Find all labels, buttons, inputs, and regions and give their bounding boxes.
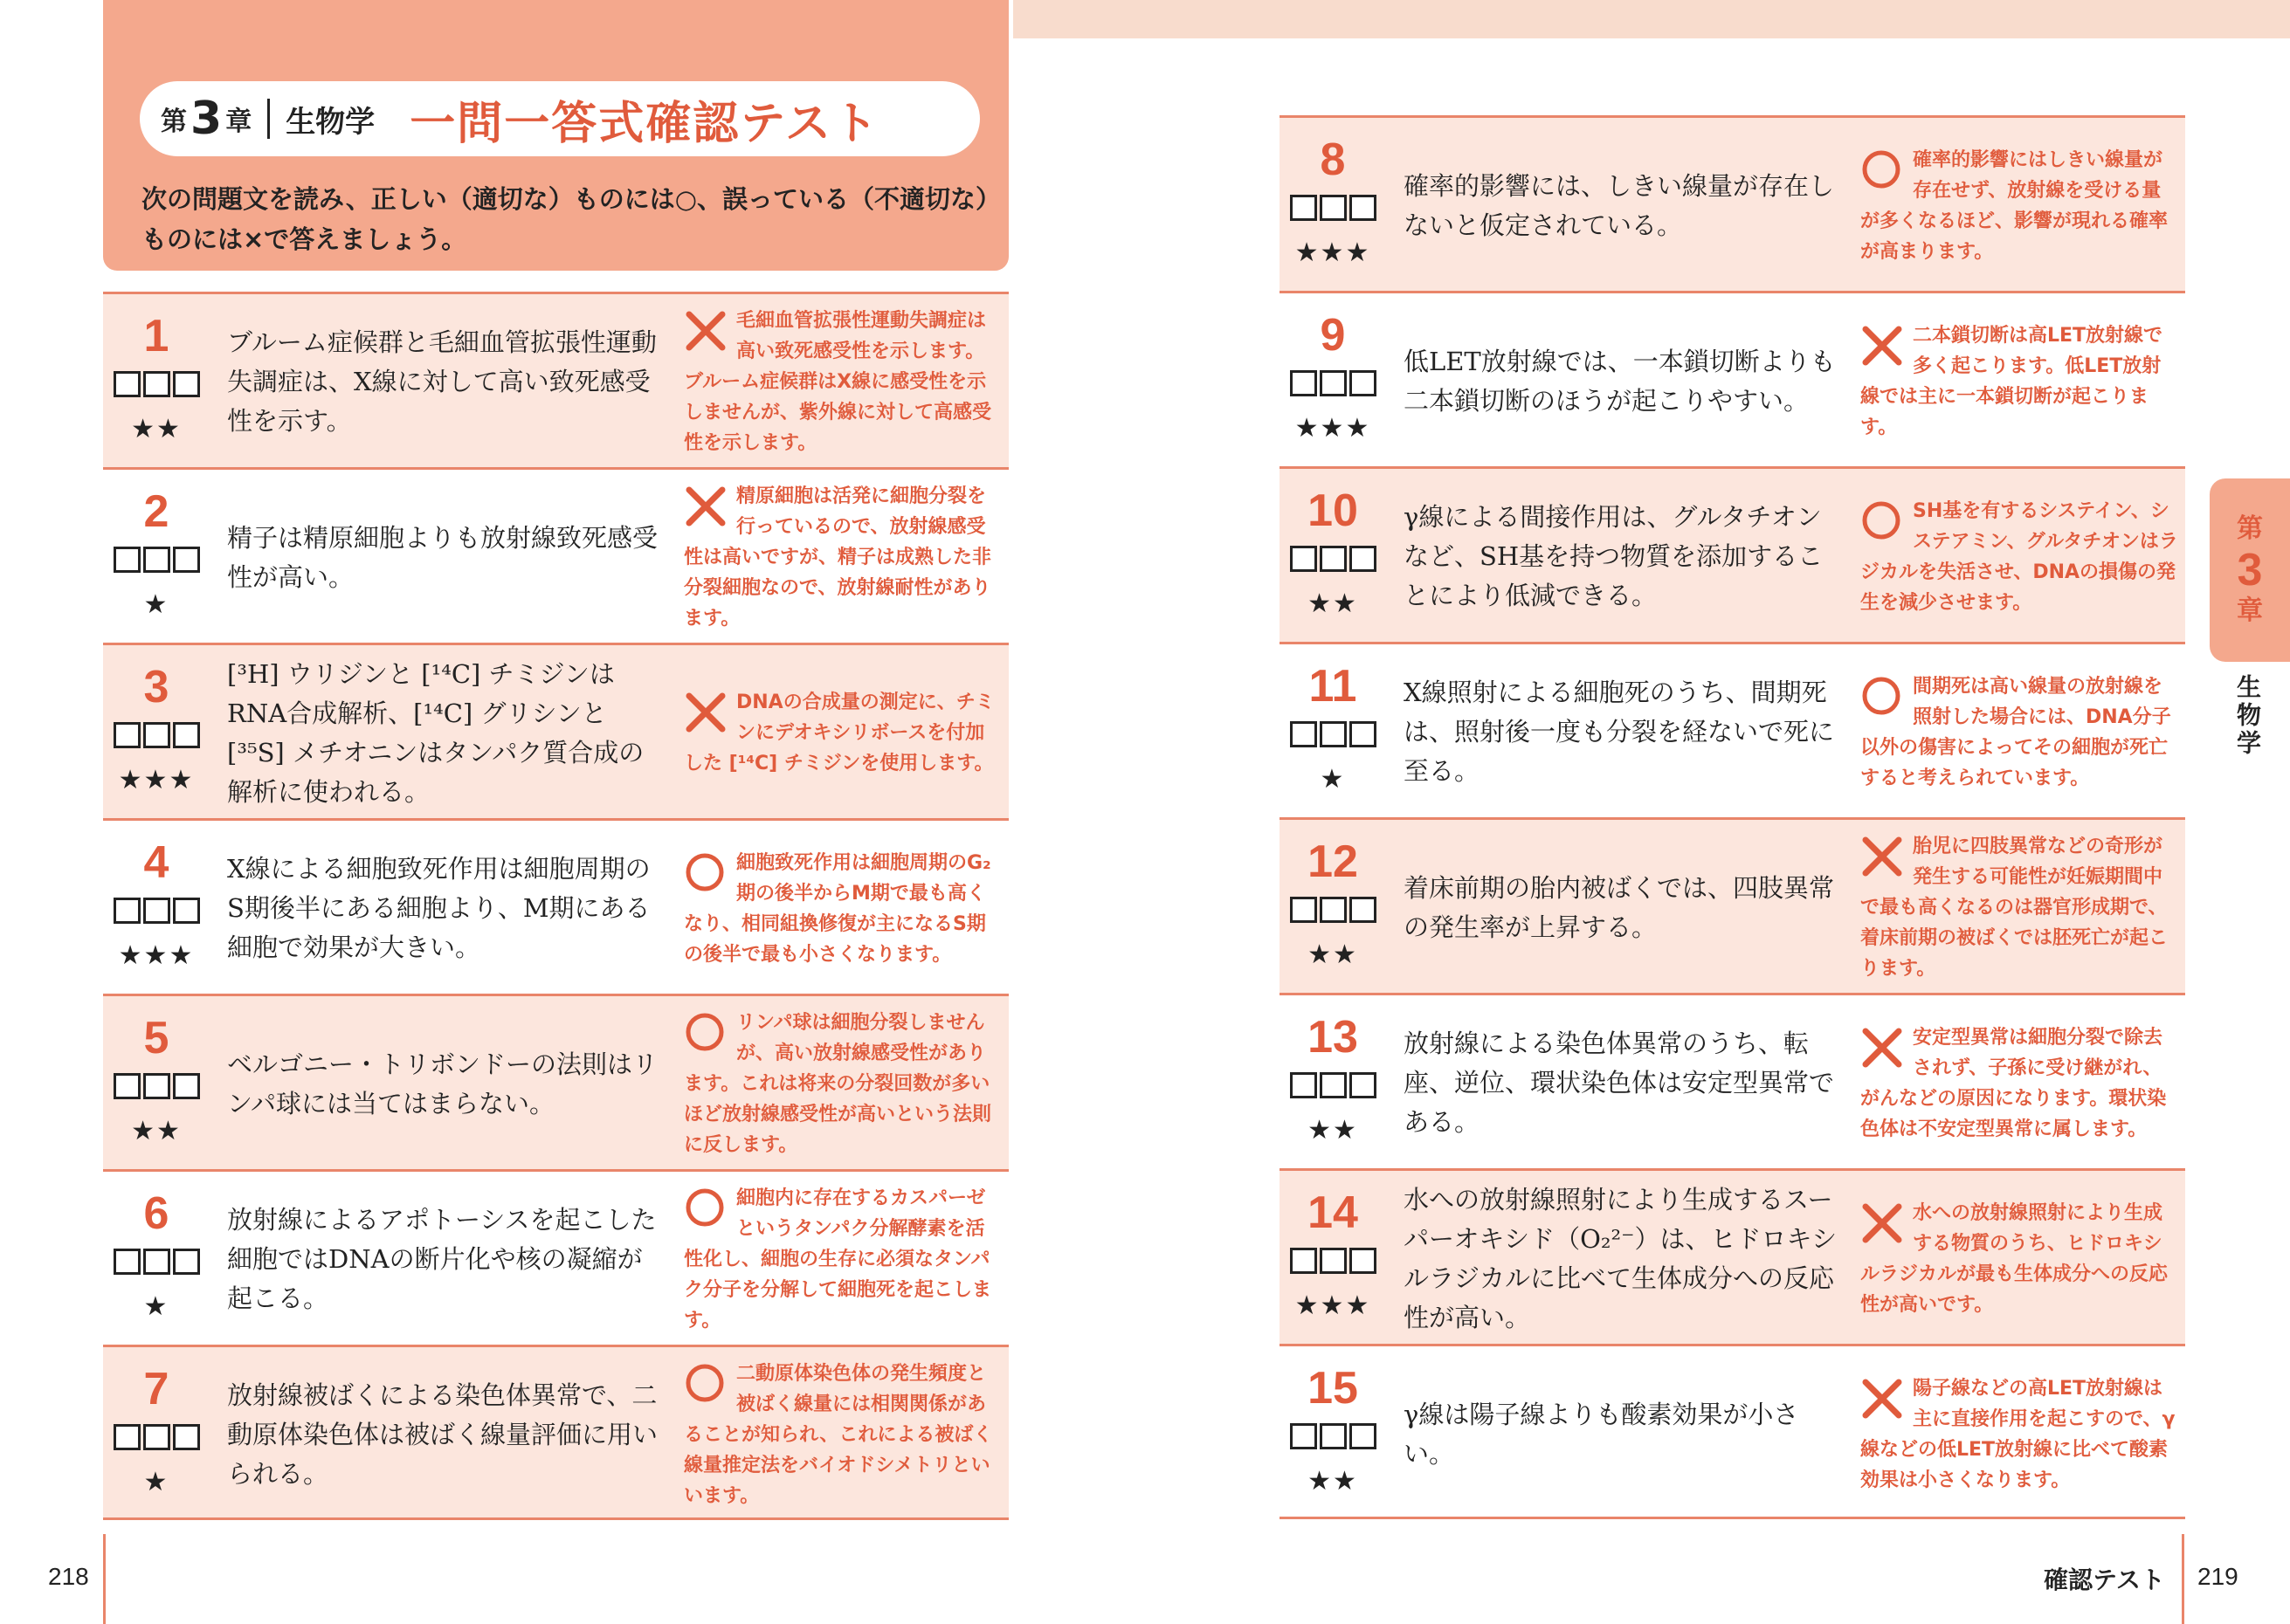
incorrect-cross-icon (1860, 1024, 1909, 1070)
check-box[interactable] (1290, 721, 1317, 747)
answer-content (684, 848, 1003, 970)
check-box[interactable] (143, 1424, 170, 1450)
question-text (1404, 995, 1840, 1171)
answer-content (1860, 496, 2179, 618)
chapter-prefix: 第 (161, 107, 187, 137)
footer-divider-right (2182, 1534, 2184, 1624)
question-text (227, 821, 664, 996)
question-number: 13 (1307, 1012, 1358, 1063)
difficulty-stars: ★★ (1307, 588, 1358, 619)
question-item (103, 818, 1009, 994)
side-tab-suffix: 章 (2237, 595, 2263, 626)
check-box[interactable] (1349, 370, 1376, 396)
answer-block (684, 645, 1003, 821)
check-box[interactable] (173, 722, 200, 748)
question-number: 15 (1307, 1363, 1358, 1414)
answer-block (684, 294, 1003, 470)
question-text (227, 294, 664, 470)
incorrect-cross-icon (1860, 833, 1909, 878)
question-item (103, 994, 1009, 1169)
question-text-content: 低LET放射線では、一本鎖切断よりも二本鎖切断のほうが起こりやすい。 (1404, 346, 1836, 416)
answer-block (1860, 820, 2179, 995)
question-item (1280, 642, 2185, 817)
answer-content (1860, 1198, 2179, 1320)
question-number: 12 (1307, 836, 1358, 887)
check-box[interactable] (1349, 1248, 1376, 1274)
question-text (227, 645, 664, 821)
difficulty-stars: ★★ (131, 414, 182, 444)
chapter-side-tab (2210, 478, 2290, 662)
answer-block (684, 470, 1003, 645)
question-item (1280, 115, 2185, 291)
check-box[interactable] (1290, 546, 1317, 572)
answer-content (684, 687, 1003, 779)
answer-block (684, 1347, 1003, 1523)
check-box[interactable] (1290, 1423, 1317, 1449)
question-number: 11 (1308, 661, 1357, 712)
question-number: 1 (143, 311, 169, 361)
answer-content (684, 481, 1003, 634)
incorrect-cross-icon (1860, 322, 1909, 368)
question-item (1280, 817, 2185, 993)
difficulty-stars: ★★ (131, 1116, 182, 1146)
difficulty-stars: ★ (143, 1291, 169, 1322)
side-subject-label: 生物学 (2233, 674, 2262, 758)
question-text (1404, 293, 1840, 469)
answer-text: 水への放射線照射により生成する物質のうち、ヒドロキシルラジカルが最も生体成分への反応性が高いです。 (1860, 1201, 2169, 1316)
answer-block (1860, 293, 2179, 469)
correct-circle-icon (684, 1009, 733, 1055)
question-number: 9 (1320, 310, 1346, 361)
question-text-content: 確率的影響には、しきい線量が存在しないと仮定されている。 (1404, 170, 1835, 240)
check-box[interactable] (114, 1249, 141, 1275)
incorrect-cross-icon (684, 483, 733, 528)
check-boxes (103, 1073, 210, 1099)
check-box[interactable] (173, 371, 200, 397)
answer-content (1860, 1022, 2179, 1145)
check-box[interactable] (1320, 195, 1347, 221)
check-boxes (103, 898, 210, 924)
question-number: 4 (143, 837, 169, 888)
footer-divider-left (103, 1534, 106, 1624)
answer-content (1860, 831, 2179, 984)
question-text-content: 水への放射線照射により生成するスーパーオキシド（O₂²⁻）は、ヒドロキシルラジカルに比べて生体成分への反応性が高い。 (1404, 1184, 1838, 1332)
question-item (103, 1345, 1009, 1520)
chapter-number: 3 (190, 93, 223, 145)
incorrect-cross-icon (684, 307, 733, 353)
answer-block (1860, 118, 2179, 293)
question-text (227, 470, 664, 645)
difficulty-stars: ★★★ (1294, 237, 1371, 268)
question-number: 5 (143, 1013, 169, 1063)
check-box[interactable] (143, 371, 170, 397)
check-box[interactable] (1290, 370, 1317, 396)
check-box[interactable] (143, 722, 170, 748)
question-item (1280, 291, 2185, 466)
question-item (1280, 1168, 2185, 1344)
difficulty-stars: ★★ (1307, 1115, 1358, 1146)
check-box[interactable] (1349, 195, 1376, 221)
title-separator (267, 99, 270, 139)
footer-title: 確認テスト (2044, 1566, 2165, 1594)
answer-text: 細胞致死作用は細胞周期のG₂期の後半からM期で最も高くなり、相同組換修復が主になるS期の後半で最も小さくなります。 (684, 851, 991, 966)
check-box[interactable] (1320, 1423, 1347, 1449)
check-box[interactable] (1349, 721, 1376, 747)
question-item (1280, 993, 2185, 1168)
answer-text: 二動原体染色体の発生頻度と被ばく線量には相関関係があることが知られ、これによる被ばく線量推定法をバイオドシメトリといいます。 (684, 1363, 993, 1507)
side-tab-prefix: 第 (2237, 513, 2263, 544)
question-number: 14 (1307, 1187, 1358, 1238)
answer-text: 胎児に四肢異常などの奇形が発生する可能性が妊娠期間中で最も高くなるのは器官形成期で、着床前期の被ばくでは胚死亡が起こります。 (1860, 836, 2169, 980)
check-box[interactable] (1320, 546, 1347, 572)
title-pill (140, 81, 980, 156)
answer-content (684, 1359, 1003, 1511)
question-text (1404, 1346, 1840, 1522)
difficulty-stars: ★★★ (118, 765, 195, 795)
answer-text: 二本鎖切断は高LET放射線で多く起こります。低LET放射線では主に一本鎖切断が起こります。 (1860, 324, 2163, 438)
check-boxes (1280, 1072, 1386, 1098)
answer-content (1860, 1373, 2179, 1496)
question-item (103, 292, 1009, 467)
difficulty-stars: ★ (1320, 764, 1346, 795)
check-box[interactable] (173, 1424, 200, 1450)
correct-circle-icon (684, 850, 733, 895)
check-box[interactable] (173, 1073, 200, 1099)
check-box[interactable] (173, 898, 200, 924)
correct-circle-icon (684, 1360, 733, 1406)
check-boxes (103, 722, 210, 748)
question-text (1404, 118, 1840, 293)
answer-text: 細胞内に存在するカスパーゼというタンパク分解酵素を活性化し、細胞の生存に必須なタンパク分子を分解して細胞死を起こします。 (684, 1187, 992, 1332)
question-text-content: ベルゴニー・トリボンドーの法則はリンパ球には当てはまらない。 (227, 1049, 659, 1118)
answer-block (684, 996, 1003, 1172)
correct-circle-icon (1860, 147, 1909, 192)
question-text-content: γ線による間接作用は、グルタチオンなど、SH基を持つ物質を添加することにより低減できる。 (1404, 502, 1824, 610)
answer-content (1860, 671, 2179, 794)
question-text-content: ブルーム症候群と毛細血管拡張性運動失調症は、X線に対して高い致死感受性を示す。 (227, 327, 657, 436)
question-text-content: 放射線被ばくによる染色体異常で、二動原体染色体は被ばく線量評価に用いられる。 (227, 1380, 659, 1489)
correct-circle-icon (684, 1185, 733, 1230)
check-boxes (1280, 370, 1386, 396)
question-text (1404, 820, 1840, 995)
check-box[interactable] (143, 1073, 170, 1099)
question-text-content: X線照射による細胞死のうち、間期死は、照射後一度も分裂を経ないで死に至る。 (1404, 678, 1835, 786)
difficulty-stars: ★★★ (118, 940, 195, 971)
question-text-content: 精子は精原細胞よりも放射線致死感受性が高い。 (227, 522, 659, 592)
chapter-suffix: 章 (225, 107, 252, 137)
check-boxes (103, 371, 210, 397)
check-box[interactable] (1290, 195, 1317, 221)
check-box[interactable] (1290, 1248, 1317, 1274)
question-text-content: 着床前期の胎内被ばくでは、四肢異常の発生率が上昇する。 (1404, 872, 1835, 942)
check-box[interactable] (114, 1424, 141, 1450)
answer-content (684, 1183, 1003, 1336)
answer-block (1860, 1346, 2179, 1522)
check-box[interactable] (1320, 897, 1347, 923)
answer-content (684, 1008, 1003, 1160)
question-number: 7 (143, 1364, 169, 1414)
question-number: 6 (143, 1188, 169, 1239)
answer-block (1860, 995, 2179, 1171)
answer-text: 毛細血管拡張性運動失調症は高い致死感受性を示します。ブルーム症候群はX線に感受性を示しませんが、紫外線に対して高感受性を示します。 (684, 310, 992, 454)
check-boxes (1280, 195, 1386, 221)
answer-block (1860, 1171, 2179, 1346)
answer-block (684, 1172, 1003, 1347)
answer-text: SH基を有するシステイン、システアミン、グルタチオンはラジカルを失活させ、DNAの損傷の発生を減少させます。 (1860, 499, 2178, 614)
answer-text: 確率的影響にはしきい線量が存在せず、放射線を受ける量が多くなるほど、影響が現れる確率が高まります。 (1860, 148, 2169, 263)
check-boxes (103, 1424, 210, 1450)
answer-text: 精原細胞は活発に細胞分裂を行っているので、放射線感受性は高いですが、精子は成熟した非分裂細胞なので、放射線耐性があります。 (684, 485, 992, 630)
check-boxes (103, 547, 210, 573)
question-text (227, 1347, 664, 1523)
page-title: 一問一答式確認テスト (410, 97, 880, 150)
check-box[interactable] (143, 1249, 170, 1275)
question-text (1404, 469, 1840, 644)
question-item (103, 467, 1009, 643)
answer-text: リンパ球は細胞分裂しませんが、高い放射線感受性があります。これは将来の分裂回数が多いほど放射線感受性が高いという法則に反します。 (684, 1012, 992, 1156)
correct-circle-icon (1860, 673, 1909, 719)
difficulty-stars: ★ (143, 589, 169, 620)
check-boxes (1280, 546, 1386, 572)
answer-content (1860, 145, 2179, 267)
incorrect-cross-icon (1860, 1200, 1909, 1245)
incorrect-cross-icon (1860, 1375, 1909, 1421)
question-text-content: [³H] ウリジンと [¹⁴C] チミジンはRNA合成解析、[¹⁴C] グリシンと [³⁵S] メチオニンはタンパク質合成の解析に使われる。 (227, 658, 645, 807)
question-number: 8 (1320, 134, 1346, 185)
check-box[interactable] (143, 898, 170, 924)
check-box[interactable] (1349, 1072, 1376, 1098)
answer-block (684, 821, 1003, 996)
difficulty-stars: ★ (143, 1467, 169, 1497)
check-box[interactable] (173, 547, 200, 573)
instructions-text: 次の問題文を読み、正しい（適切な）ものには○、誤っている（不適切な）ものには×で答えましょう。 (141, 184, 989, 254)
answer-content (684, 306, 1003, 458)
question-text (1404, 644, 1840, 820)
answer-content (1860, 320, 2179, 443)
chapter-subject: 生物学 (286, 104, 376, 140)
top-decor-bar (1013, 0, 2290, 38)
question-text (1404, 1171, 1840, 1346)
check-box[interactable] (1290, 1072, 1317, 1098)
check-boxes (103, 1249, 210, 1275)
question-item (1280, 466, 2185, 642)
check-boxes (1280, 897, 1386, 923)
question-item (1280, 1344, 2185, 1519)
incorrect-cross-icon (684, 689, 733, 734)
side-tab-number: 3 (2237, 545, 2263, 595)
question-number: 3 (143, 662, 169, 712)
question-text (227, 996, 664, 1172)
difficulty-stars: ★★★ (1294, 413, 1371, 444)
check-box[interactable] (143, 547, 170, 573)
page-number-right: 219 (2197, 1563, 2238, 1590)
page-number-left: 218 (48, 1563, 89, 1590)
check-box[interactable] (114, 371, 141, 397)
question-number: 10 (1307, 485, 1358, 536)
difficulty-stars: ★★★ (1294, 1290, 1371, 1321)
question-item (103, 643, 1009, 818)
check-box[interactable] (1320, 721, 1347, 747)
check-box[interactable] (114, 722, 141, 748)
check-box[interactable] (1349, 1423, 1376, 1449)
answer-text: DNAの合成量の測定に、チミンにデオキシリボースを付加した [¹⁴C] チミジンを使用します。 (684, 692, 995, 774)
question-text (227, 1172, 664, 1347)
check-box[interactable] (1320, 1248, 1347, 1274)
check-boxes (1280, 1248, 1386, 1274)
check-box[interactable] (114, 898, 141, 924)
question-text-content: 放射線による染色体異常のうち、転座、逆位、環状染色体は安定型異常である。 (1404, 1029, 1835, 1137)
answer-text: 陽子線などの高LET放射線は主に直接作用を起こすので、γ線などの低LET放射線に比べて酸素効果は小さくなります。 (1860, 1377, 2176, 1491)
answer-text: 安定型異常は細胞分裂で除去されず、子孫に受け継がれ、がんなどの原因になります。環状染色体は不安定型異常に属します。 (1860, 1026, 2167, 1140)
question-number: 2 (143, 486, 169, 537)
check-box[interactable] (1320, 370, 1347, 396)
question-text-content: X線による細胞致死作用は細胞周期のS期後半にある細胞より、M期にある細胞で効果が大きい。 (227, 854, 651, 962)
answer-block (1860, 644, 2179, 820)
answer-block (1860, 469, 2179, 644)
correct-circle-icon (1860, 498, 1909, 543)
check-boxes (1280, 721, 1386, 747)
check-box[interactable] (173, 1249, 200, 1275)
check-box[interactable] (1290, 897, 1317, 923)
question-item (103, 1169, 1009, 1345)
check-box[interactable] (1320, 1072, 1347, 1098)
check-box[interactable] (1349, 546, 1376, 572)
question-text-content: γ線は陽子線よりも酸素効果が小さい。 (1404, 1399, 1799, 1469)
check-boxes (1280, 1423, 1386, 1449)
check-box[interactable] (114, 1073, 141, 1099)
difficulty-stars: ★★ (1307, 939, 1358, 970)
answer-text: 間期死は高い線量の放射線を照射した場合には、DNA分子以外の傷害によってその細胞が死亡すると考えられています。 (1860, 675, 2171, 789)
check-box[interactable] (1349, 897, 1376, 923)
question-text-content: 放射線によるアポトーシスを起こした細胞ではDNAの断片化や核の凝縮が起こる。 (227, 1205, 657, 1313)
difficulty-stars: ★★ (1307, 1466, 1358, 1497)
check-box[interactable] (114, 547, 141, 573)
